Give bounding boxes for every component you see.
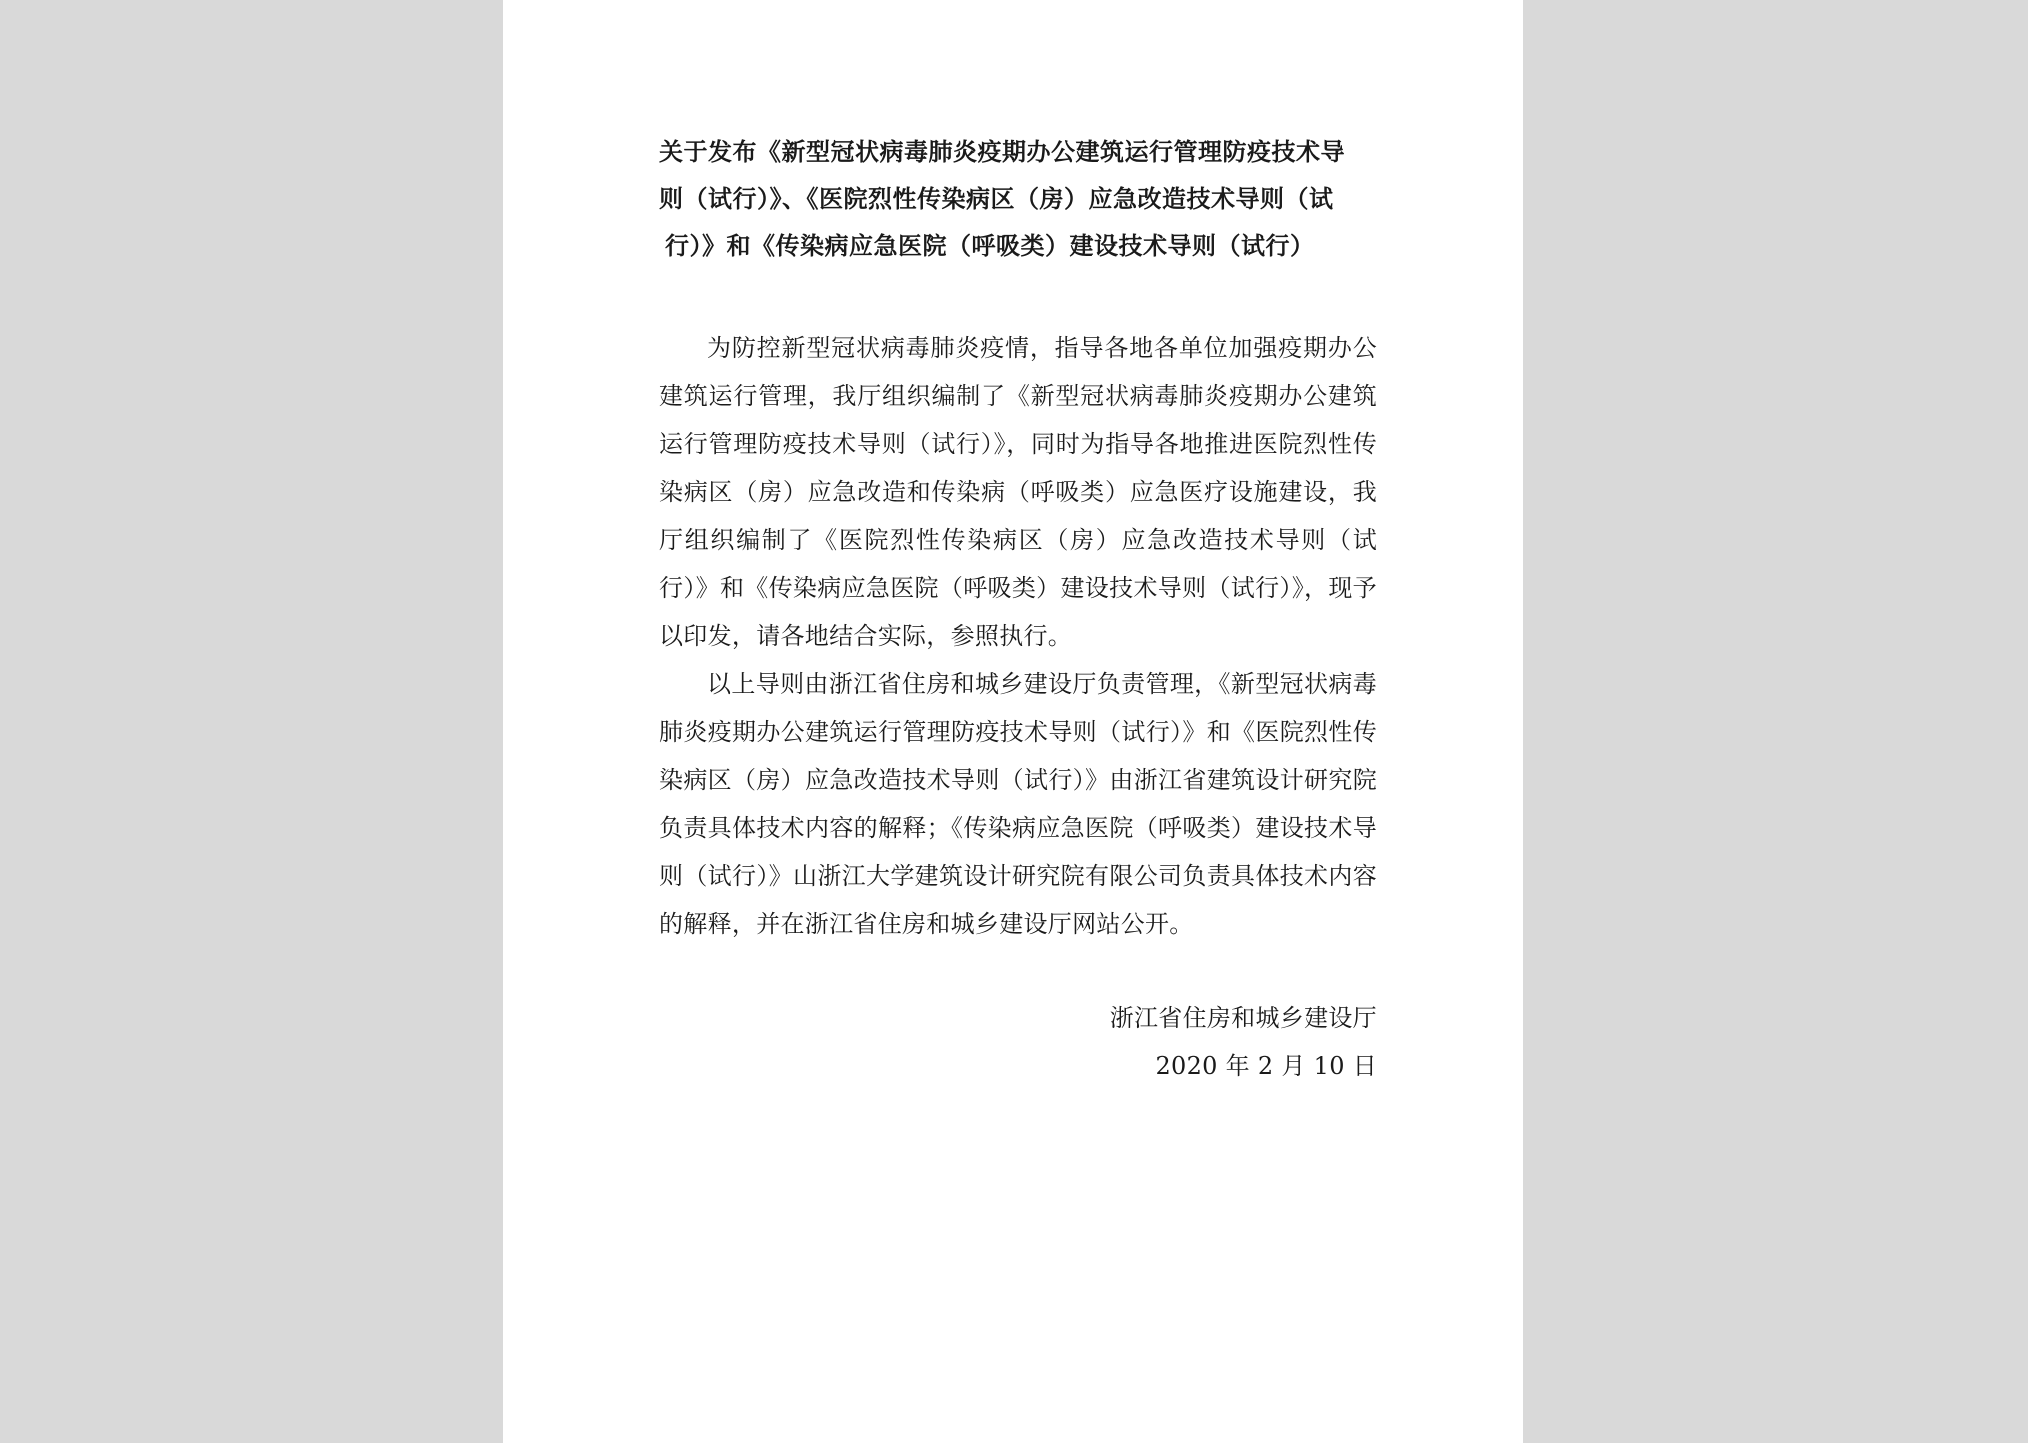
paragraph-2: 以上导则由浙江省住房和城乡建设厅负责管理，《新型冠状病毒肺炎疫期办公建筑运行管理防疫技术导则（试行）》和《医院烈性传染病区（房）应急改造技术导则（试行）》由浙江省建筑设计研究院负责具体技术内容的解释；《传染病应急医院（呼吸类）建设技术导则（试行）》山浙江大学建筑设计研究院有限公司负责具体技术内容的解释，并在浙江省住房和城乡建设厅网站公开。 <box>659 670 1377 938</box>
page-content <box>659 128 1377 1090</box>
title-line-1: 关于发布《新型冠状病毒肺炎疫期办公建筑运行管理防疫技术导 <box>659 137 1345 166</box>
document-page <box>503 0 1523 1443</box>
issuer-name: 浙江省住房和城乡建设厅 <box>1109 1004 1377 1032</box>
issue-date: 2020 年 2 月 10 日 <box>1155 1052 1377 1080</box>
document-title <box>659 128 1377 269</box>
paragraph-1: 为防控新型冠状病毒肺炎疫情，指导各地各单位加强疫期办公建筑运行管理，我厅组织编制了《新型冠状病毒肺炎疫期办公建筑运行管理防疫技术导则（试行）》，同时为指导各地推进医院烈性传染病区（房）应急改造和传染病（呼吸类）应急医疗设施建设，我厅组织编制了《医院烈性传染病区（房）应急改造技术导则（试行）》和《传染病应急医院（呼吸类）建设技术导则（试行）》，现予以印发，请各地结合实际，参照执行。 <box>659 334 1377 650</box>
title-line-3: 行）》和《传染病应急医院（呼吸类）建设技术导则（试行） <box>665 231 1315 260</box>
title-line-2: 则（试行）》、《医院烈性传染病区（房）应急改造技术导则（试 <box>659 184 1334 213</box>
signature-block <box>659 994 1377 1090</box>
document-body <box>659 324 1377 948</box>
